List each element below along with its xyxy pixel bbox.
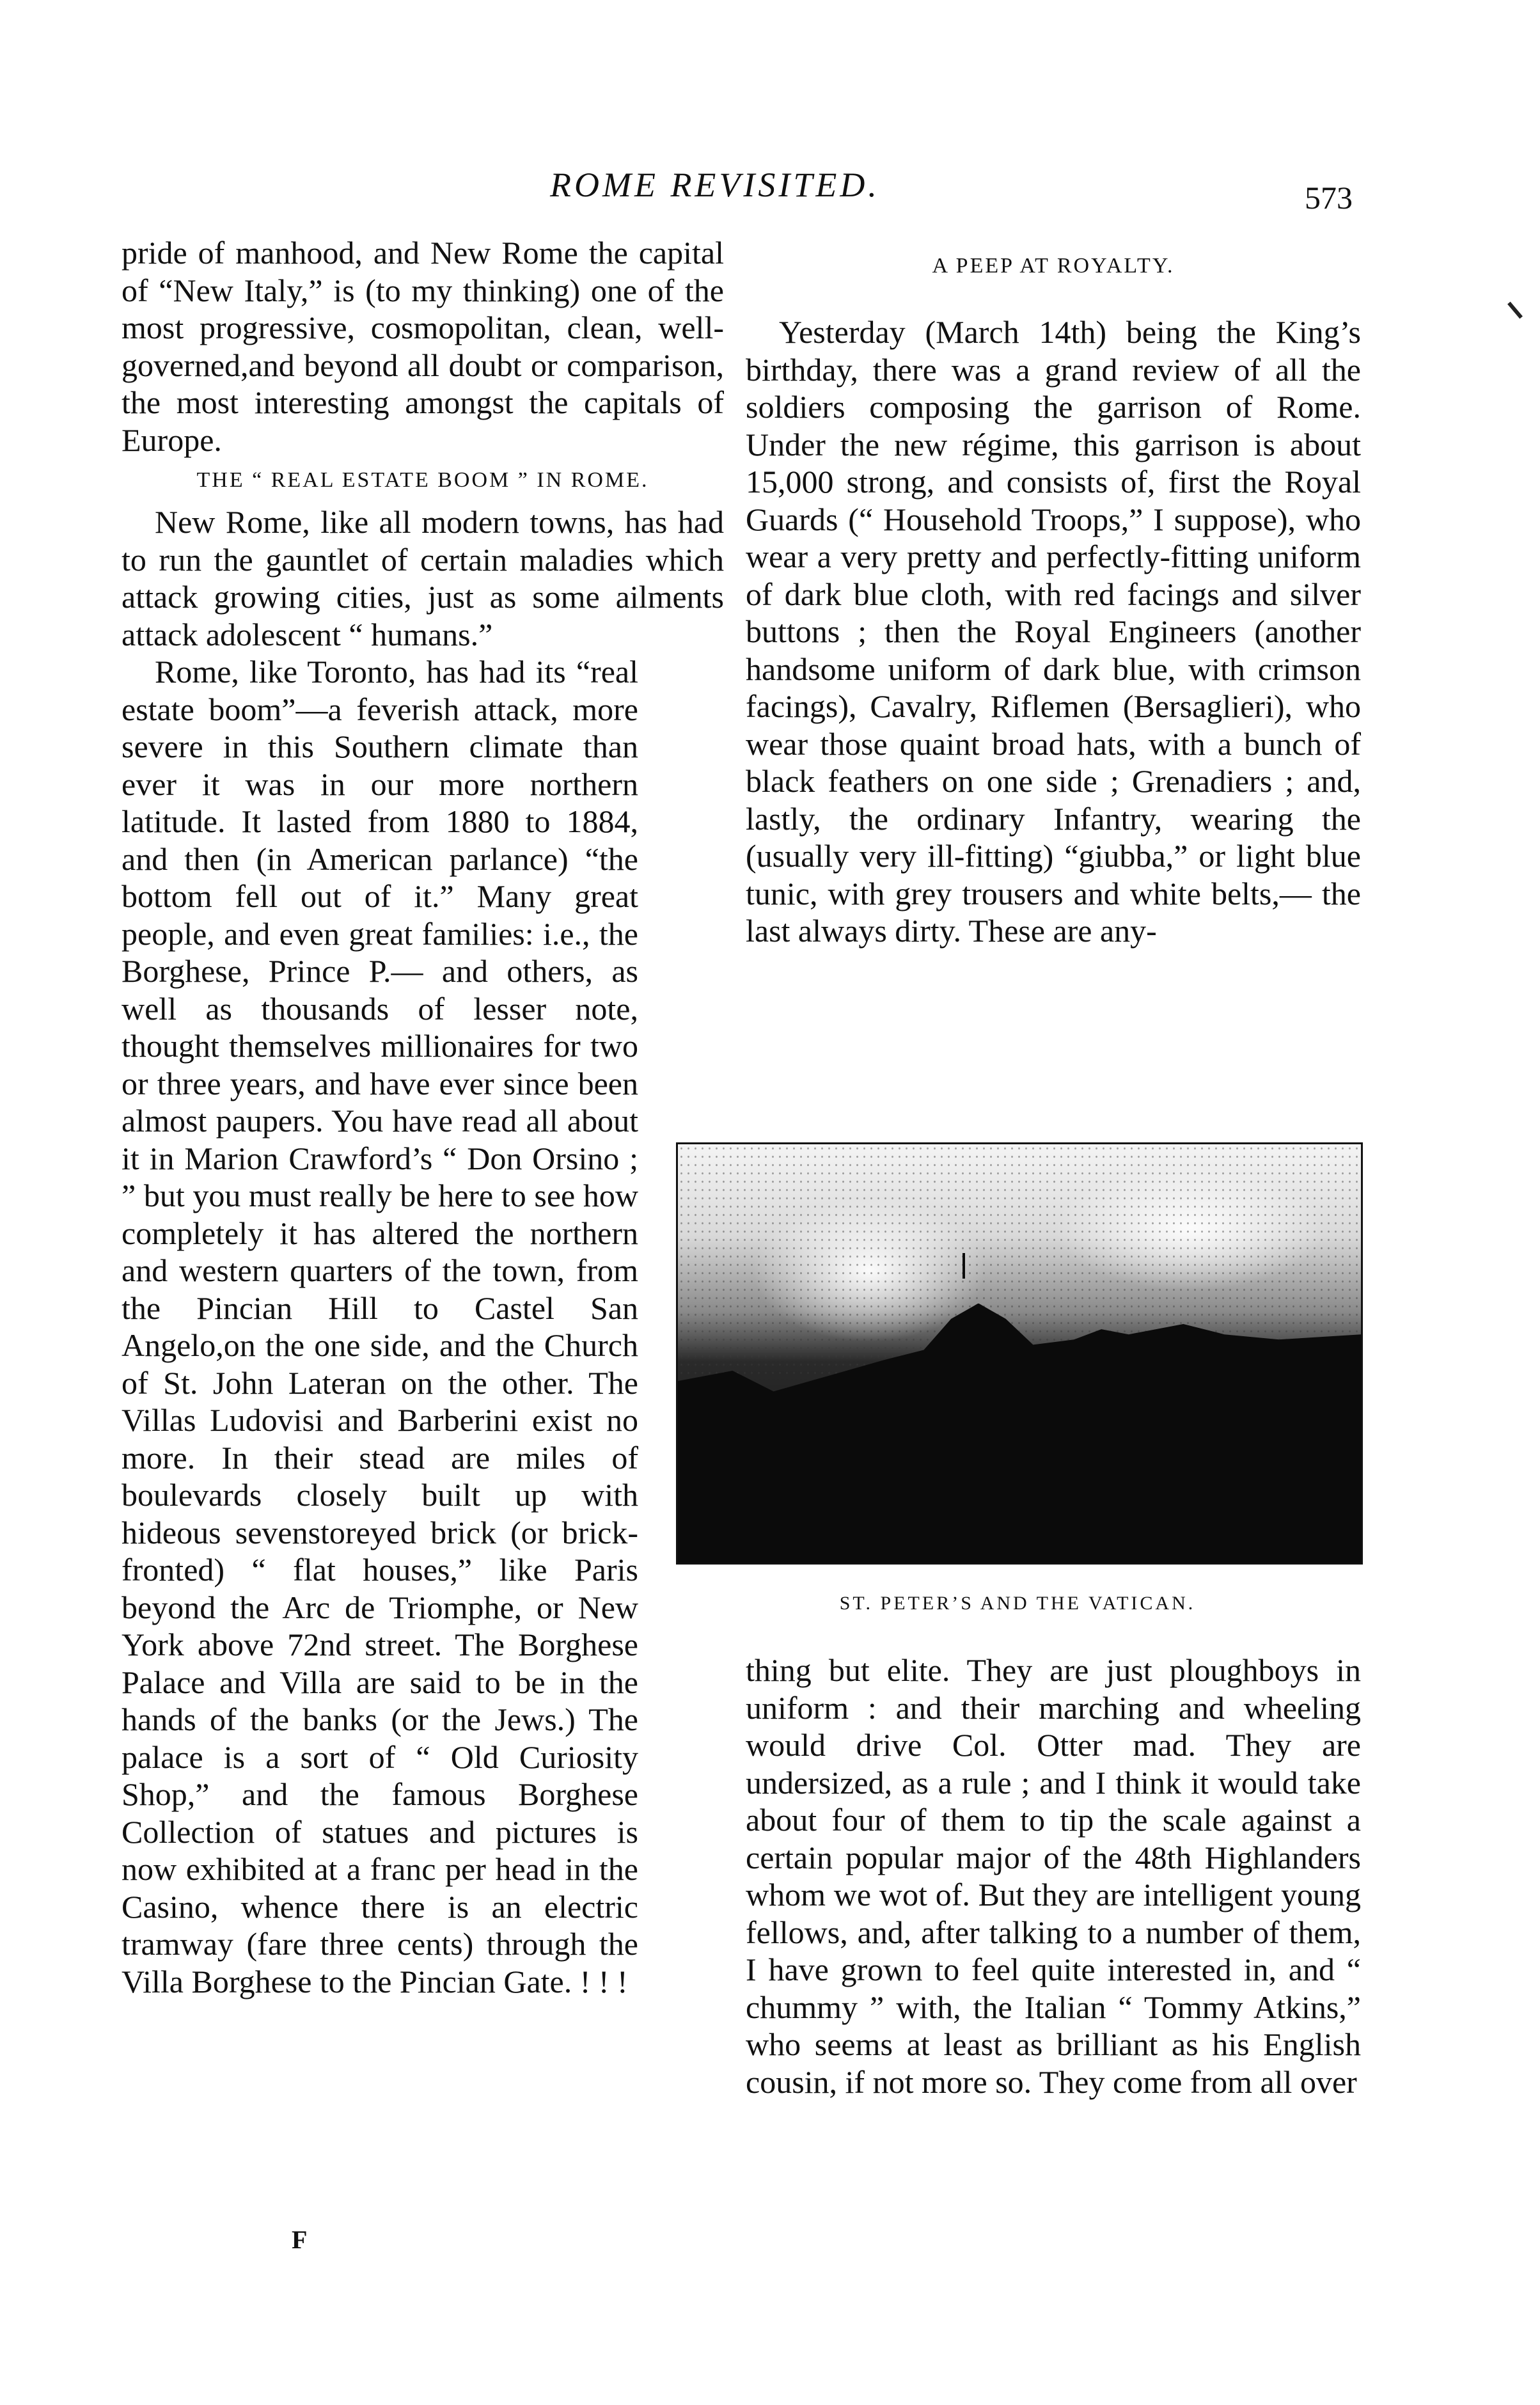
running-head [0, 165, 1540, 216]
dome-lantern [962, 1253, 965, 1279]
paragraph-real-estate-boom: Rome, like Toronto, has had its “real estate boom”—a feverish attack, more severe in this Southern climate than ever it was in our more northern latitude. It lasted from 1880 to 1884, and then (in American parlance) “the bottom fell out of it.” Many great people, and even great families: i.e., the Borghese, Prince P.— and others, as well as thousands of lesser note, thought themselves millionaires for two or three years, and have ever since been almost paupers. You have read all about it in Marion Crawford’s “ Don Orsino ; ” but you must really be here to see how completely it has altered the northern and western quarters of the town, from the Pincian Hill to Castel San Angelo,on the one side, and the Church of St. John Lateran on the other. The Villas Ludovisi and Barberini exist no more. In their stead are miles of boulevards closely built up with hideous sevenstoreyed brick (or brick-fronted) “ flat houses,” like Paris beyond the Arc de Triomphe, or New York above 72nd street. The Borghese Palace and Villa are said to be in the hands of the banks (or the Jews.) The palace is a sort of “ Old Curiosity Shop,” and the famous Borghese Collection of statues and pictures is now exhibited at a franc per head in the Casino, whence there is an electric tramway (fare three cents) through the Villa Borghese to the Pincian Gate. ! ! ! [122, 654, 638, 1999]
paragraph-review: Yesterday (March 14th) being the King’s birthday, there was a grand review of all the soldiers composing the garrison of Rome. Under the new régime, this garrison is about 15,000 strong, and consists of, first the Royal Guards (“ Household Troops,” I suppose), who wear a very pretty and perfectly-fitting uniform of dark blue cloth, with red facings and silver buttons ; then the Royal Engineers (another handsome uniform of dark blue, with crimson facings), Cavalry, Riflemen (Bersaglieri), who wear those quaint broad hats, with a bunch of black feathers on one side ; Grenadiers ; and, lastly, the ordinary Infantry, wearing the (usually very ill-fitting) “giubba,” or light blue tunic, with grey trousers and white belts,— the last always dirty. These are any- [746, 314, 1361, 949]
section-heading-real-estate: THE “ REAL ESTATE BOOM ” IN ROME. [196, 468, 649, 492]
paragraph-maladies: New Rome, like all modern towns, has had to run the gauntlet of certain maladies which attack growing cities, just as some ailments attack adolescent “ humans.” [122, 504, 724, 652]
left-column [122, 234, 724, 2000]
paragraph-new-rome: pride of manhood, and New Rome the capital of “New Italy,” is (to my thinking) one of the most progressive, cosmopolitan, clean, well-governed,and beyond all doubt or comparison, the most interesting amongst the capitals of Europe. [122, 235, 724, 458]
section-heading-royalty: A PEEP AT ROYALTY. [932, 254, 1175, 278]
running-title: ROME REVISITED. [550, 166, 880, 204]
st-peters-photograph [676, 1142, 1363, 1565]
right-column-top [746, 252, 1361, 950]
page-number: 573 [1305, 180, 1353, 216]
margin-smudge [1507, 302, 1523, 319]
signature-mark: F [292, 2225, 308, 2254]
right-column-bottom [746, 1652, 1361, 2101]
paragraph-ploughboys: thing but elite. They are just ploughboys in uniform : and their marching and wheeling would drive Col. Otter mad. They are undersized, as a rule ; and I think it would take about four of them to tip the scale against a certain popular major of the 48th Highlanders whom we wot of. But they are intelligent young fellows, and, after talking to a number of them, I have grown to feel quite interested in, and “ chummy ” with, the Italian “ Tommy Atkins,” who seems at least as brilliant as his English cousin, if not more so. They come from all over [746, 1652, 1361, 2100]
figure-caption: ST. PETER’S AND THE VATICAN. [839, 1593, 1196, 1614]
